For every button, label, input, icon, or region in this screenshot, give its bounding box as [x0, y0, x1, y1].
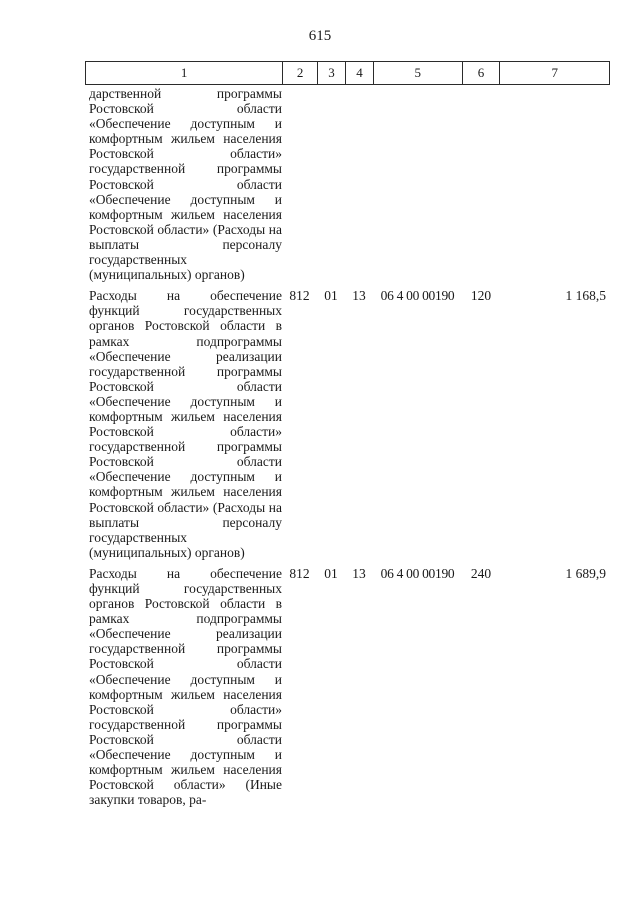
row-description: Расходы на обеспечение функций государственных органов Ростовской области в рамках подпрограммы «Обеспечение реализации государственной программы Ростовской области «Обеспечение доступным и комфортным жильем населения Ростовской области» государственной программы Ростовской области «Обеспечение доступным и комфортным жильем населения Ростовской области» (Расходы на выплаты персоналу государственных (муниципальных) органов) — [89, 288, 282, 560]
row-section — [317, 86, 345, 282]
row-expense-type: 240 — [470, 565, 492, 581]
row-subsection: 13 — [352, 565, 366, 581]
table-body — [85, 86, 610, 807]
row-subsection — [345, 86, 373, 282]
table-row — [85, 288, 610, 560]
column-header-5: 5 — [373, 62, 462, 84]
column-header-3: 3 — [317, 62, 345, 84]
row-grbs — [282, 86, 317, 282]
column-header-4: 4 — [345, 62, 373, 84]
row-expense-type — [462, 86, 500, 282]
column-header-6: 6 — [462, 62, 500, 84]
column-header-7: 7 — [499, 62, 609, 84]
row-amount — [500, 86, 610, 282]
row-grbs: 812 — [289, 565, 310, 581]
row-amount: 1 168,5 — [565, 288, 606, 304]
row-description: дарственной программы Ростовской области «Обеспечение доступным и комфортным жильем населения Ростовской области» государственной программы Ростовской области «Обеспечение доступным и комфортным жильем населения Ростовской области» (Расходы на выплаты персоналу государственных (муниципальных) органов) — [89, 86, 282, 283]
row-subsection: 13 — [352, 288, 366, 304]
row-amount: 1 689,9 — [565, 565, 606, 581]
table-row — [85, 566, 610, 808]
row-section: 01 — [324, 288, 338, 304]
page-number: 615 — [308, 28, 332, 44]
row-target-code — [373, 86, 462, 282]
row-expense-type: 120 — [470, 288, 492, 304]
row-target-code: 06 4 00 00190 — [380, 288, 455, 304]
table-header-row — [85, 61, 610, 85]
row-target-code: 06 4 00 00190 — [380, 565, 455, 581]
column-header-2: 2 — [282, 62, 317, 84]
column-header-1: 1 — [180, 65, 188, 80]
table-row — [85, 86, 610, 282]
row-grbs: 812 — [289, 288, 310, 304]
row-section: 01 — [324, 565, 338, 581]
row-description: Расходы на обеспечение функций государственных органов Ростовской области в рамках подпрограммы «Обеспечение реализации государственной программы Ростовской области «Обеспечение доступным и комфортным жильем населения Ростовской области» государственной программы Ростовской области «Обеспечение доступным и комфортным жильем населения Ростовской области» (Иные закупки товаров, ра- — [89, 565, 282, 808]
